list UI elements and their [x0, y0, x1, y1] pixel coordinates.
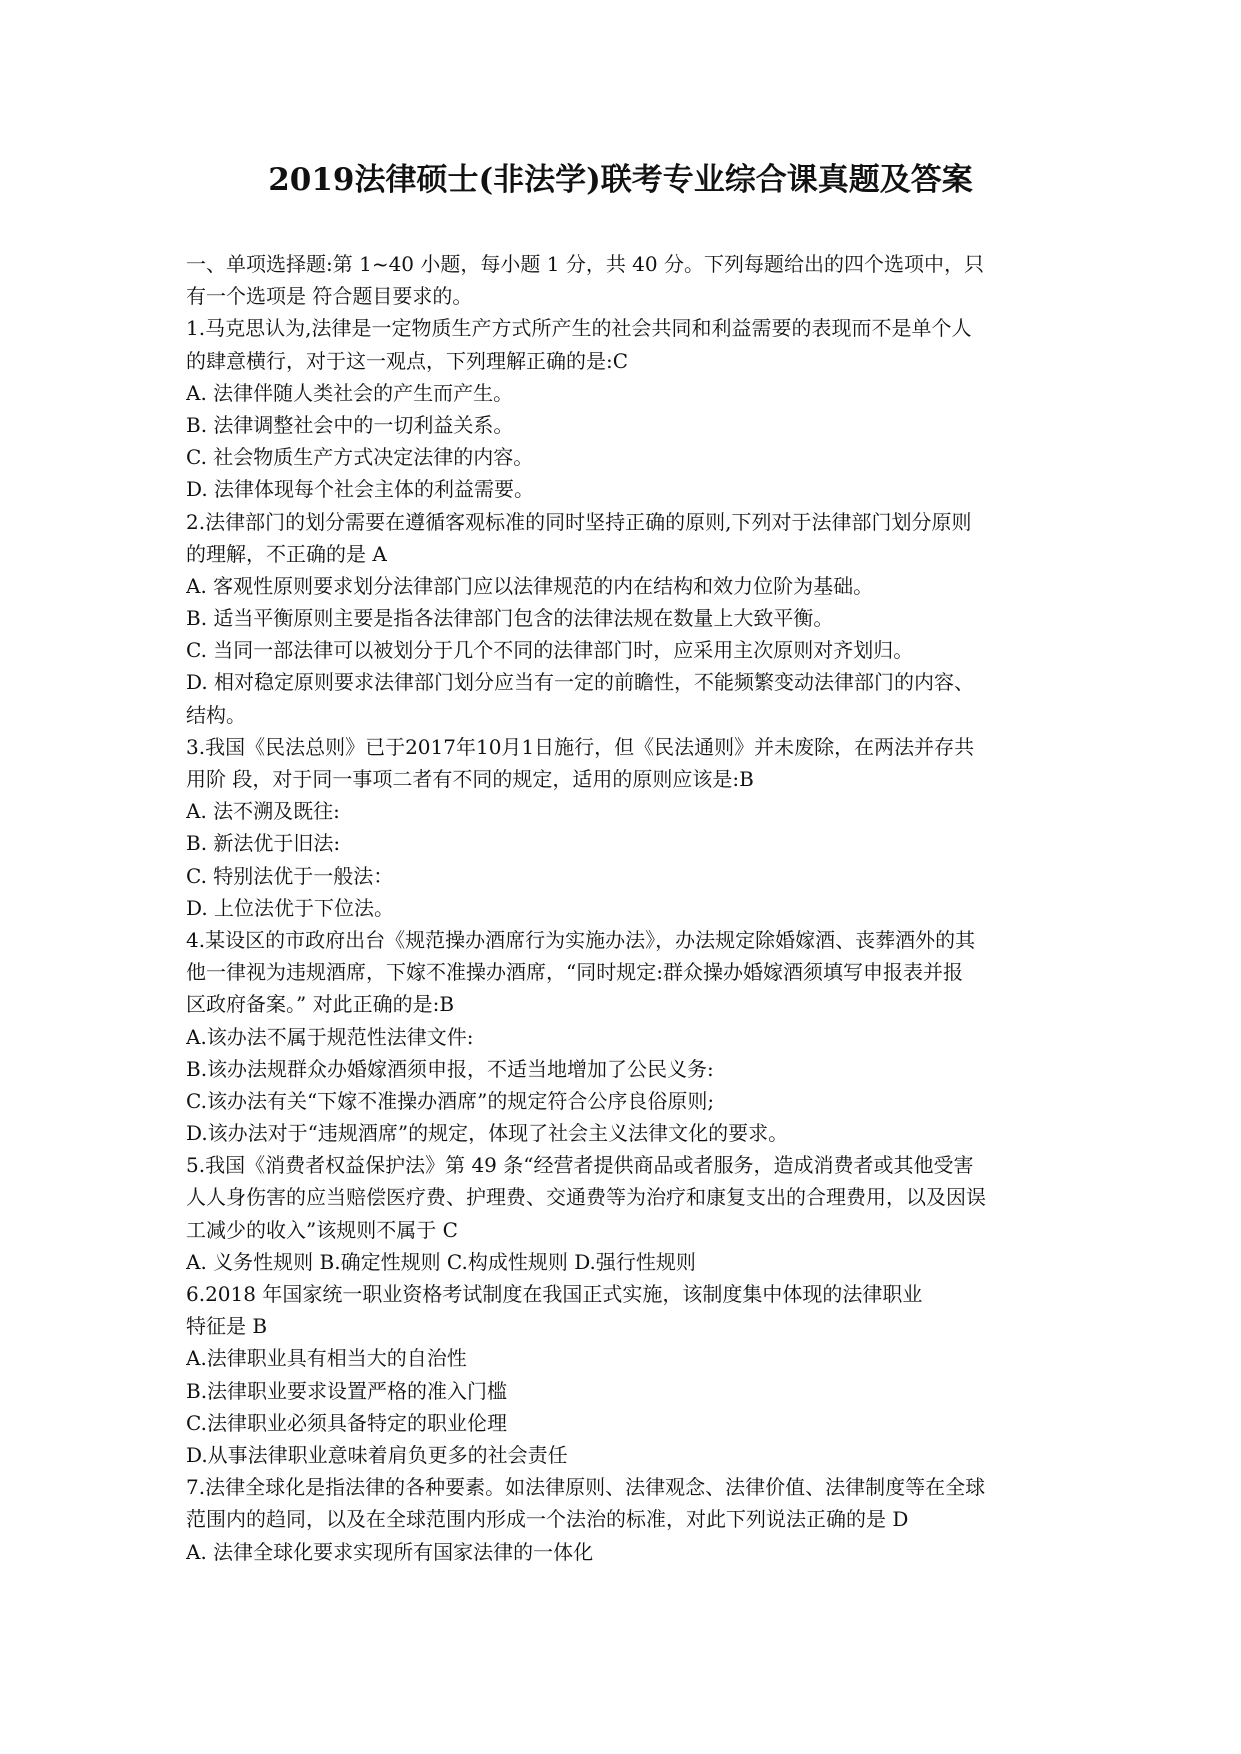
text-line: C.该办法有关“下嫁不准操办酒席”的规定符合公序良俗原则;	[186, 1088, 715, 1113]
text-line: 7.法律全球化是指法律的各种要素。如法律原则、法律观念、法律价值、法律制度等在全球	[186, 1475, 986, 1500]
text-line: 范围内的趋同，以及在全球范围内形成一个法治的标准，对此下列说法正确的是 D	[186, 1507, 909, 1532]
text-line: 的肆意横行，对于这一观点，下列理解正确的是:C	[186, 348, 629, 373]
document-body	[186, 248, 1056, 1568]
text-line: A. 法律伴随人类社会的产生而产生。	[186, 380, 514, 405]
text-line: 工减少的收入”该规则不属于 C	[186, 1217, 458, 1242]
text-line: A.法律职业具有相当大的自治性	[186, 1346, 467, 1371]
text-line: 特征是 B	[186, 1314, 268, 1339]
text-line: 4.某设区的市政府出台《规范操办酒席行为实施办法》，办法规定除婚嫁酒、丧葬酒外的其	[186, 927, 976, 952]
text-line: C. 社会物质生产方式决定法律的内容。	[186, 445, 534, 470]
text-line: 3.我国《民法总则》已于2017年10月1日施行，但《民法通则》并未废除，在两法并存共	[186, 734, 975, 759]
text-line: 的理解，不正确的是 A	[186, 541, 387, 566]
text-line: A. 客观性原则要求划分法律部门应以法律规范的内在结构和效力位阶为基础。	[186, 573, 874, 598]
text-line: 人人身伤害的应当赔偿医疗费、护理费、交通费等为治疗和康复支出的合理费用，以及因误	[186, 1185, 986, 1210]
text-line: A. 法律全球化要求实现所有国家法律的一体化	[186, 1539, 594, 1564]
text-line: 2.法律部门的划分需要在遵循客观标准的同时坚持正确的原则,下列对于法律部门划分原则	[186, 509, 972, 534]
text-line: A. 法不溯及既往:	[186, 799, 340, 824]
text-line: C. 特别法优于一般法：	[186, 863, 394, 888]
text-line: 结构。	[186, 702, 246, 727]
text-line: B.该办法规群众办婚嫁酒须申报，不适当地增加了公民义务:	[186, 1056, 714, 1081]
text-line: 区政府备案。” 对此正确的是:B	[186, 992, 455, 1017]
text-line: B. 法律调整社会中的一切利益关系。	[186, 412, 514, 437]
text-line: D. 上位法优于下位法。	[186, 895, 395, 920]
text-line: 有一个选项是 符合题目要求的。	[186, 284, 473, 309]
text-line: A. 义务性规则 B.确定性规则 C.构成性规则 D.强行性规则	[186, 1249, 696, 1274]
text-line: D. 相对稳定原则要求法律部门划分应当有一定的前瞻性，不能频繁变动法律部门的内容、	[186, 670, 975, 695]
text-line: A.该办法不属于规范性法律文件:	[186, 1024, 474, 1049]
text-line: B. 新法优于旧法:	[186, 831, 341, 856]
text-line: D. 法律体现每个社会主体的利益需要。	[186, 477, 535, 502]
text-line: D.该办法对于“违规酒席”的规定，体现了社会主义法律文化的要求。	[186, 1121, 789, 1146]
document-title: 2019法律硕士(非法学)联考专业综合课真题及答案	[268, 162, 973, 198]
text-line: D.从事法律职业意味着肩负更多的社会责任	[186, 1442, 568, 1467]
text-line: 6.2018 年国家统一职业资格考试制度在我国正式实施，该制度集中体现的法律职业	[186, 1282, 923, 1306]
text-line: 用阶 段，对于同一事项二者有不同的规定，适用的原则应该是:B	[186, 767, 754, 791]
text-line: C. 当同一部法律可以被划分于几个不同的法律部门时，应采用主次原则对齐划归。	[186, 638, 914, 663]
text-line: 5.我国《消费者权益保护法》第 49 条“经营者提供商品或者服务，造成消费者或其他受害	[186, 1153, 974, 1178]
text-line: 1.马克思认为,法律是一定物质生产方式所产生的社会共同和利益需要的表现而不是单个人	[186, 316, 972, 341]
text-line: B.法律职业要求设置严格的准入门槛	[186, 1378, 508, 1403]
text-line: B. 适当平衡原则主要是指各法律部门包含的法律法规在数量上大致平衡。	[186, 606, 834, 631]
text-line: 他一律视为违规酒席，下嫁不准操办酒席，“同时规定:群众操办婚嫁酒须填写申报表并报	[186, 960, 963, 985]
text-line: C.法律职业必须具备特定的职业伦理	[186, 1410, 507, 1435]
text-line: 一、单项选择题:第 1~40 小题，每小题 1 分，共 40 分。下列每题给出的四个选项中，只	[186, 252, 984, 276]
